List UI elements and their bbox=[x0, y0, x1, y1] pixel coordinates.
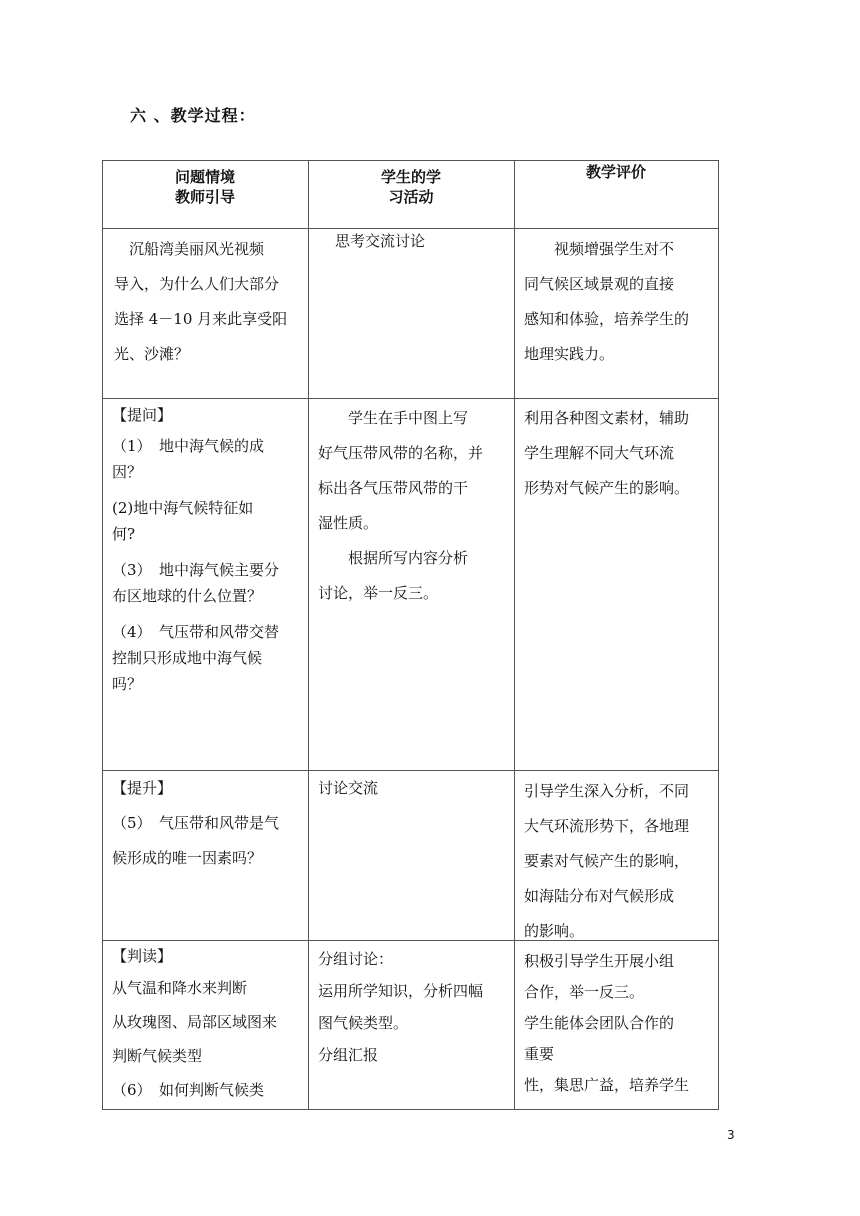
page-number: 3 bbox=[727, 1128, 735, 1142]
header-evaluation: 教学评价 bbox=[585, 163, 646, 181]
teaching-process-table bbox=[102, 160, 719, 1110]
row1-student-activity: 思考交流讨论 bbox=[320, 232, 426, 250]
row4-student-activity: 分组讨论： 运用所学知识，分析四幅 图气候类型。 分组汇报 bbox=[318, 950, 484, 1064]
row2-title: 【提问】 bbox=[112, 406, 173, 424]
row2-student-activity: 学生在手中图上写 好气压带风带的名称，并 标出各气压带风带的干 湿性质。 根据所写内容分析 讨论，举一反三。 bbox=[318, 409, 484, 602]
row3-evaluation: 引导学生深入分析，不同 大气环流形势下，各地理 要素对气候产生的影响， 如海陆分布对气候形成 的影响。 bbox=[524, 782, 690, 940]
row3-title: 【提升】 bbox=[112, 779, 173, 797]
section-title: 六 、教学过程： bbox=[130, 106, 256, 125]
row4-evaluation: 积极引导学生开展小组 合作，举一反三。 学生能体会团队合作的 重要 性，集思广益，培养学生 bbox=[524, 952, 690, 1094]
row1-teacher-guide: 沉船湾美丽风光视频 导入，为什么人们大部分 选择 4－10 月来此享受阳 光、沙滩？ bbox=[114, 240, 288, 363]
row3-student-activity: 讨论交流 bbox=[318, 779, 379, 797]
row1-evaluation: 视频增强学生对不 同气候区域景观的直接 感知和体验，培养学生的 地理实践力。 bbox=[524, 240, 690, 363]
row3-teacher-guide: 【提升】 （5） 气压带和风带是气 候形成的唯一因素吗？ bbox=[112, 771, 279, 876]
header-student-activity: 学生的学 习活动 bbox=[380, 168, 441, 206]
row4-teacher-guide: 【判读】 从气温和降水来判断 从玫瑰图、局部区域图来 判断气候类型 （6） 如何判断气候类 bbox=[112, 941, 277, 1107]
row4-title: 【判读】 bbox=[112, 947, 173, 965]
row2-evaluation: 利用各种图文素材，辅助 学生理解不同大气环流 形势对气候产生的影响。 bbox=[524, 409, 690, 497]
row2-teacher-guide: 【提问】 （1） 地中海气候的成 因？ (2)地中海气候特征如 何? （3） 地中海气候主要分 布区地球的什么位置？ （4） 气压带和风带交替 控制只形成地中海气候 吗？ bbox=[112, 398, 279, 697]
header-teacher-guide: 问题情境 教师引导 bbox=[174, 168, 235, 206]
